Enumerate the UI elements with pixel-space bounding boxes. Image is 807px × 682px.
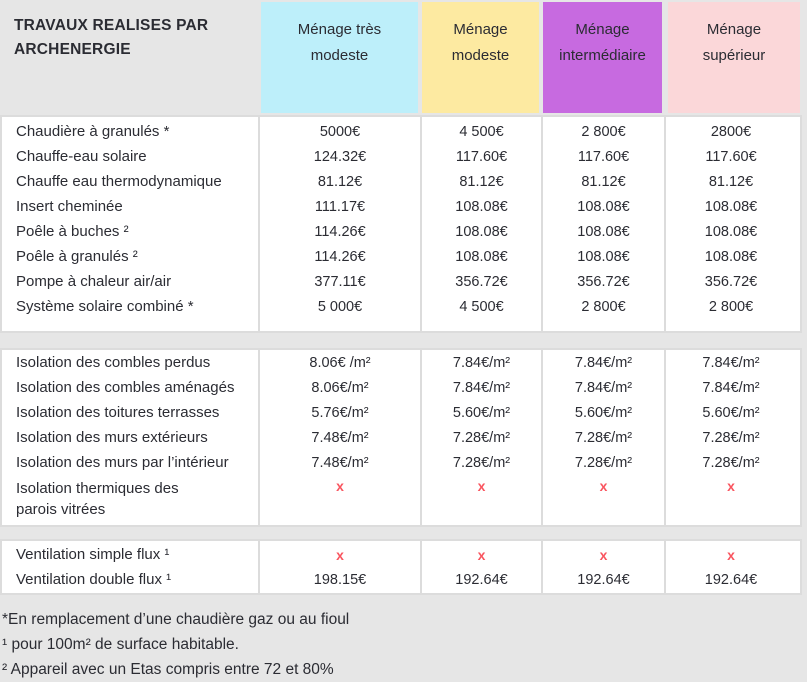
price-cell: 114.26€ <box>314 248 366 265</box>
price-cell: 117.60€ <box>577 148 630 165</box>
value-column-menage-tres-modeste <box>258 541 420 593</box>
price-cell: 5.60€/m² <box>574 404 633 421</box>
footnote: ¹ pour 100m² de surface habitable. <box>2 635 239 653</box>
table-header-row <box>0 0 807 113</box>
price-cell: 7.84€/m² <box>574 354 633 371</box>
price-cell: 198.15€ <box>313 571 367 588</box>
row-label: Chaudière à granulés * <box>16 123 170 140</box>
price-cell: 5.60€/m² <box>702 404 760 421</box>
column-header-menage-tres-modeste: Ménage très modeste <box>261 2 418 113</box>
price-cell: 108.08€ <box>577 223 630 240</box>
price-cell: 111.17€ <box>314 198 366 215</box>
price-cell: 2 800€ <box>581 123 626 140</box>
price-cell: 117.60€ <box>455 148 508 165</box>
column-header-menage-superieur: Ménage supérieur <box>668 2 800 113</box>
price-cell: 7.48€/m² <box>311 454 369 471</box>
row-label: Isolation des murs extérieurs <box>16 429 208 446</box>
cross-mark: x <box>477 478 486 494</box>
table-body <box>0 115 807 595</box>
row-label: Ventilation double flux ¹ <box>16 571 172 588</box>
price-cell: 81.12€ <box>581 173 626 190</box>
row-label: Insert cheminée <box>16 198 123 215</box>
price-cell: 7.28€/m² <box>702 454 760 471</box>
price-cell: 7.84€/m² <box>702 354 760 371</box>
cross-mark: x <box>599 478 608 494</box>
price-cell: 5.76€/m² <box>311 404 369 421</box>
price-cell: 108.08€ <box>577 198 630 215</box>
footnote: *En remplacement d’une chaudière gaz ou au fioul <box>2 610 350 628</box>
price-cell: 108.08€ <box>577 248 630 265</box>
row-label: Isolation des murs par l’intérieur <box>16 454 229 471</box>
price-cell: 192.64€ <box>455 571 508 588</box>
price-cell: 117.60€ <box>705 148 757 165</box>
section-chauffage <box>0 115 802 333</box>
price-cell: 108.08€ <box>455 248 508 265</box>
value-column-menage-intermediaire <box>541 117 664 331</box>
cross-mark: x <box>336 546 344 563</box>
row-label: Chauffe eau thermodynamique <box>16 173 222 190</box>
price-cell: 7.84€/m² <box>452 379 511 396</box>
price-cell: 5000€ <box>319 123 361 140</box>
price-cell: 114.26€ <box>314 223 366 240</box>
value-column-menage-modeste <box>420 117 541 331</box>
price-cell: 4 500€ <box>459 123 504 140</box>
price-cell: 356.72€ <box>455 273 508 290</box>
row-label: Système solaire combiné * <box>16 298 194 315</box>
price-cell: 5 000€ <box>317 298 363 315</box>
price-cell: 7.28€/m² <box>702 429 760 446</box>
row-label: Poêle à buches ² <box>16 223 129 240</box>
price-cell: 8.06€ /m² <box>309 354 371 371</box>
price-cell: 7.28€/m² <box>574 429 633 446</box>
price-cell: 108.08€ <box>455 198 508 215</box>
price-cell: 81.12€ <box>708 173 754 190</box>
section-ventilation <box>0 539 802 595</box>
footnotes <box>0 607 807 682</box>
label-column-ventilation <box>2 541 258 593</box>
price-cell: 8.06€/m² <box>311 379 369 396</box>
value-column-menage-modeste <box>420 541 541 593</box>
price-cell: 356.72€ <box>704 273 758 290</box>
price-cell: 7.48€/m² <box>311 429 369 446</box>
price-cell: 81.12€ <box>459 173 504 190</box>
column-header-menage-modeste: Ménage modeste <box>422 2 539 113</box>
value-column-menage-tres-modeste <box>258 350 420 525</box>
price-cell: 7.84€/m² <box>452 354 511 371</box>
price-cell: 2 800€ <box>581 298 626 315</box>
price-cell: 5.60€/m² <box>452 404 511 421</box>
cross-mark: x <box>336 478 344 494</box>
price-cell: 2800€ <box>710 123 752 140</box>
cross-mark: x <box>599 546 608 563</box>
section-isolation <box>0 348 802 527</box>
price-cell: 7.28€/m² <box>452 429 511 446</box>
price-cell: 108.08€ <box>455 223 508 240</box>
row-label: Ventilation simple flux ¹ <box>16 546 170 563</box>
row-label: Poêle à granulés ² <box>16 248 138 265</box>
label-column-chauffage <box>2 117 258 331</box>
price-cell: 192.64€ <box>704 571 758 588</box>
value-column-menage-superieur <box>664 350 796 525</box>
cross-mark: x <box>477 546 486 563</box>
price-cell: 108.08€ <box>704 248 758 265</box>
row-label: Isolation thermiques des parois vitrées <box>16 480 179 518</box>
value-column-menage-tres-modeste <box>258 117 420 331</box>
row-label: Pompe à chaleur air/air <box>16 273 172 290</box>
price-cell: 124.32€ <box>313 148 367 165</box>
row-label: Isolation des combles perdus <box>16 354 211 371</box>
price-cell: 81.12€ <box>317 173 363 190</box>
value-column-menage-superieur <box>664 541 796 593</box>
price-cell: 108.08€ <box>704 223 758 240</box>
price-cell: 356.72€ <box>577 273 630 290</box>
price-cell: 4 500€ <box>459 298 504 315</box>
value-column-menage-superieur <box>664 117 796 331</box>
row-label: Chauffe-eau solaire <box>16 148 147 165</box>
footnote: ² Appareil avec un Etas compris entre 72 et 80% <box>2 660 334 678</box>
price-cell: 2 800€ <box>708 298 754 315</box>
row-label: Isolation des combles aménagés <box>16 379 235 396</box>
price-cell: 7.84€/m² <box>702 379 760 396</box>
value-column-menage-intermediaire <box>541 541 664 593</box>
price-cell: 7.28€/m² <box>574 454 633 471</box>
label-column-isolation <box>2 350 258 525</box>
cross-mark: x <box>727 546 735 563</box>
price-cell: 7.28€/m² <box>452 454 511 471</box>
price-cell: 192.64€ <box>577 571 630 588</box>
price-cell: 7.84€/m² <box>574 379 633 396</box>
row-label: Isolation des toitures terrasses <box>16 404 220 421</box>
cross-mark: x <box>727 478 735 494</box>
table-title: TRAVAUX REALISES PAR ARCHENERGIE <box>14 17 209 58</box>
price-cell: 108.08€ <box>704 198 758 215</box>
price-cell: 377.11€ <box>314 273 366 290</box>
column-header-menage-intermediaire: Ménage intermédiaire <box>543 2 662 113</box>
value-column-menage-intermediaire <box>541 350 664 525</box>
value-column-menage-modeste <box>420 350 541 525</box>
